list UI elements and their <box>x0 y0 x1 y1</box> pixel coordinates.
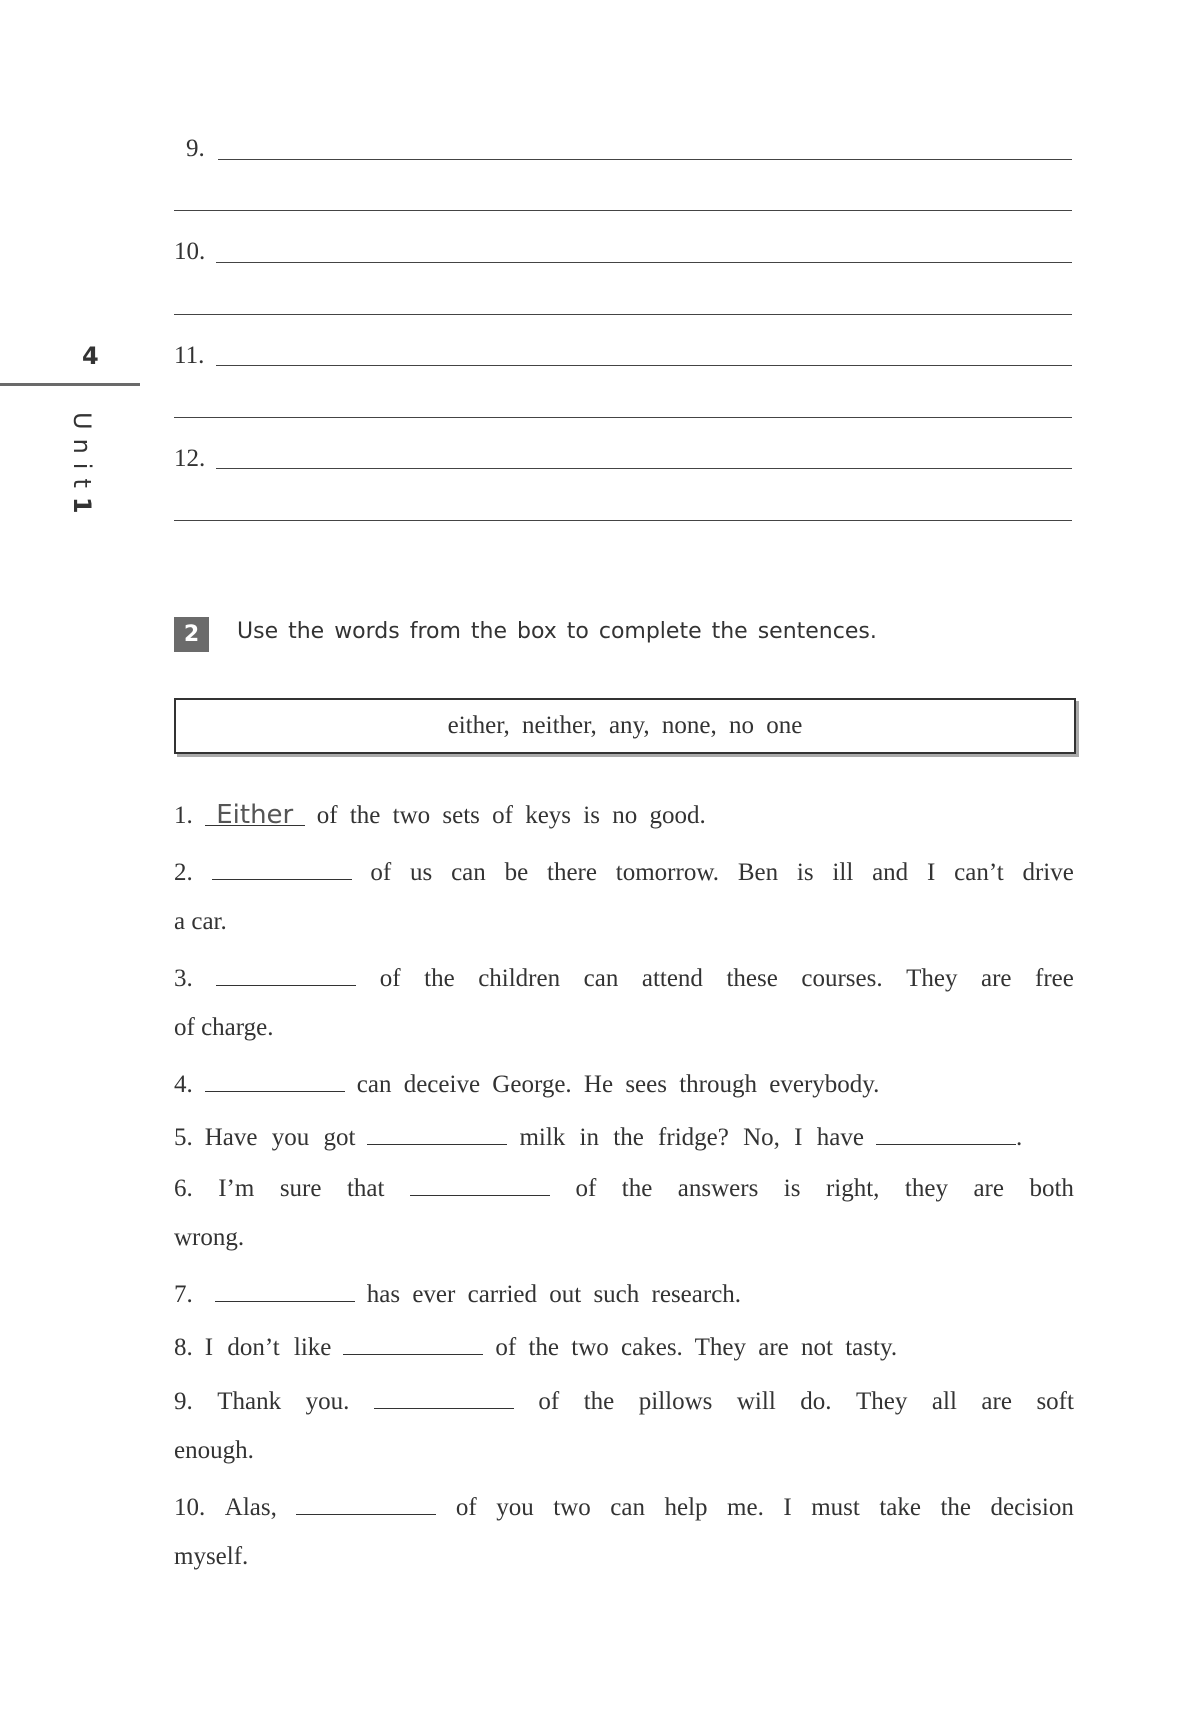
sentence-word: keys <box>525 802 572 829</box>
writing-line[interactable] <box>174 314 1072 315</box>
sentence-word: not <box>801 1334 833 1361</box>
sentence-word: all <box>931 1388 957 1415</box>
sentence-word: can <box>451 859 486 886</box>
sentence-word: Alas, <box>224 1494 277 1521</box>
sentence-word: They <box>906 965 958 992</box>
sentence-word: sets <box>442 802 480 829</box>
sentence-4 <box>174 1063 1074 1099</box>
sentence-number: 9. <box>174 1388 193 1415</box>
handwritten-answer: Either <box>216 800 294 830</box>
sentence-word: and <box>872 859 909 886</box>
sentence-word: attend <box>641 965 703 992</box>
sentence-text <box>495 1330 897 1366</box>
sentence-text <box>357 1067 880 1103</box>
sentence-word: can <box>356 1071 392 1098</box>
sentence-9 <box>174 1380 1074 1416</box>
sentence-word: free <box>1035 965 1074 992</box>
writing-line[interactable] <box>216 365 1072 366</box>
sentence-word: have <box>816 1124 864 1151</box>
writing-line[interactable] <box>218 159 1072 160</box>
sentence-word: of <box>316 802 338 829</box>
sentence-word: do. <box>800 1388 832 1415</box>
sentence-word: you. <box>305 1388 350 1415</box>
sentence-word: sees <box>625 1071 667 1098</box>
unit-number: 1 <box>68 496 96 523</box>
answer-blank[interactable] <box>343 1326 483 1355</box>
sentence-word: you <box>271 1124 310 1151</box>
sentence-word: I <box>927 859 936 886</box>
sentence-word: answers <box>677 1175 759 1202</box>
sentence-number: 10. <box>174 1494 206 1521</box>
sentence-word: Have <box>204 1124 258 1151</box>
sentence-3 <box>174 957 1074 993</box>
writing-line-number: 9. <box>186 135 205 162</box>
unit-word: Unit <box>68 412 96 497</box>
writing-line[interactable] <box>216 468 1072 469</box>
sentence-word: two <box>571 1334 609 1361</box>
sentence-word: are <box>973 1175 1004 1202</box>
sentence-word: of <box>492 802 513 829</box>
sentence-word: milk <box>519 1124 566 1151</box>
answer-blank[interactable] <box>205 1063 345 1092</box>
answer-blank[interactable] <box>205 797 305 830</box>
sentence-word: is <box>796 859 814 886</box>
sentence-continuation: enough. <box>174 1437 254 1464</box>
sentence-word: no <box>612 802 638 829</box>
sentence-6 <box>174 1167 1074 1203</box>
sentence-word: us <box>410 859 433 886</box>
sentence-word: the <box>583 1388 615 1415</box>
sentence-word: sure <box>279 1175 322 1202</box>
sentence-word: can <box>583 965 619 992</box>
sentence-word: the <box>349 802 381 829</box>
writing-line-number: 10. <box>174 238 206 265</box>
sentence-word: can’t <box>954 859 1004 886</box>
sentence-word: the <box>940 1494 972 1521</box>
sentence-2 <box>174 851 1074 887</box>
sentence-word: ever <box>412 1281 456 1308</box>
sentence-word: drive <box>1022 859 1074 886</box>
sentence-word: tomorrow. <box>615 859 720 886</box>
sentence-number: 1. <box>174 802 193 829</box>
sentence-word: right, <box>825 1175 880 1202</box>
sentence-8 <box>174 1326 1074 1362</box>
answer-blank[interactable] <box>296 1486 436 1515</box>
sentence-text <box>367 1277 741 1313</box>
sentence-number: 7. <box>174 1281 193 1308</box>
sentence-word: I <box>204 1334 214 1361</box>
sentence-word: me. <box>727 1494 764 1521</box>
writing-line[interactable] <box>174 520 1072 521</box>
sentence-10 <box>174 1486 1074 1522</box>
sentence-word: good. <box>649 802 706 829</box>
sentence-word: I <box>794 1124 803 1151</box>
sentence-word: ill <box>832 859 854 886</box>
sentence-word: both <box>1029 1175 1074 1202</box>
sentence-word: I’m <box>218 1175 255 1202</box>
sentence-word: are <box>981 1388 1012 1415</box>
writing-line[interactable] <box>174 210 1072 211</box>
sentence-word: the <box>424 965 455 992</box>
sentence-word: has <box>366 1281 401 1308</box>
writing-line-number: 12. <box>174 445 206 472</box>
sentence-word: the <box>621 1175 653 1202</box>
sentence-word: soft <box>1036 1388 1074 1415</box>
sentence-word: the <box>528 1334 560 1361</box>
sentence-word: are <box>980 965 1012 992</box>
sentence-word: must <box>811 1494 860 1521</box>
page-number: 4 <box>82 342 99 370</box>
sentence-word: help <box>664 1494 708 1521</box>
sentence-word: in <box>579 1124 599 1151</box>
writing-line[interactable] <box>216 262 1072 263</box>
sentence-word: courses. <box>801 965 883 992</box>
sentence-word: will <box>736 1388 776 1415</box>
sentence-word: cakes. <box>621 1334 683 1361</box>
sentence-word: fridge? <box>658 1124 729 1151</box>
sentence-word: such <box>593 1281 640 1308</box>
sentence-word: of <box>538 1388 560 1415</box>
sentence-end: . <box>1015 1124 1023 1151</box>
sentence-word: they <box>904 1175 948 1202</box>
sentence-word: don’t <box>227 1334 280 1361</box>
sentence-word: They <box>694 1334 746 1361</box>
sentence-word: you <box>496 1494 534 1521</box>
sentence-word: be <box>504 859 529 886</box>
sentence-word: two <box>392 802 431 829</box>
sentence-5 <box>174 1116 1074 1152</box>
unit-label <box>68 412 96 523</box>
sentence-word: deceive <box>403 1071 481 1098</box>
sentence-text <box>205 1330 332 1366</box>
sentence-continuation: a car. <box>174 908 227 935</box>
sentence-7 <box>174 1273 1074 1309</box>
sentence-word: I <box>783 1494 792 1521</box>
writing-line-number: 11. <box>174 342 205 369</box>
sentence-word: of <box>495 1334 517 1361</box>
sentence-word: are <box>758 1334 789 1361</box>
sentence-number: 8. <box>174 1334 193 1361</box>
sentence-word: is <box>783 1175 801 1202</box>
sentence-word: children <box>478 965 561 992</box>
margin-divider <box>0 383 140 386</box>
sentence-word: George. <box>492 1071 572 1098</box>
sentence-word: there <box>547 859 597 886</box>
answer-blank[interactable] <box>212 851 352 880</box>
sentence-word: is <box>583 802 600 829</box>
sentence-word: carried <box>467 1281 537 1308</box>
sentence-word: Ben <box>737 859 779 886</box>
sentence-word: that <box>346 1175 385 1202</box>
sentence-word: research. <box>651 1281 742 1308</box>
sentence-continuation: myself. <box>174 1543 249 1570</box>
task-instruction: Use the words from the box to complete the sentences. <box>237 619 877 644</box>
sentence-word: of <box>455 1494 477 1521</box>
word-box: either, neither, any, none, no one <box>174 698 1076 754</box>
sentence-word: of <box>575 1175 597 1202</box>
task-number-badge: 2 <box>174 617 209 652</box>
sentence-word: pillows <box>638 1388 713 1415</box>
sentence-word: of <box>379 965 401 992</box>
sentence-word: decision <box>990 1494 1074 1521</box>
sentence-continuation: of charge. <box>174 1014 274 1041</box>
sentence-word: Thank <box>217 1388 282 1415</box>
sentence-word: like <box>293 1334 332 1361</box>
answer-blank[interactable] <box>367 1116 507 1145</box>
sentence-number: 6. <box>174 1175 193 1202</box>
answer-blank[interactable] <box>374 1380 514 1409</box>
sentence-text <box>519 1120 863 1156</box>
sentence-word: out <box>549 1281 582 1308</box>
sentence-word: No, <box>743 1124 780 1151</box>
sentence-word: through <box>679 1071 758 1098</box>
sentence-number: 4. <box>174 1071 193 1098</box>
answer-blank[interactable] <box>216 957 356 986</box>
sentence-word: two <box>553 1494 591 1521</box>
sentence-word: these <box>726 965 778 992</box>
sentence-word: They <box>856 1388 908 1415</box>
writing-line[interactable] <box>174 417 1072 418</box>
answer-blank[interactable] <box>410 1167 550 1196</box>
sentence-word: take <box>879 1494 921 1521</box>
sentence-text <box>205 1120 356 1156</box>
sentence-text <box>317 798 706 834</box>
sentence-word: got <box>323 1124 356 1151</box>
sentence-number: 5. <box>174 1124 193 1151</box>
sentence-word: everybody. <box>769 1071 880 1098</box>
sentence-continuation: wrong. <box>174 1224 245 1251</box>
answer-blank[interactable] <box>215 1273 355 1302</box>
sentence-word: tasty. <box>845 1334 898 1361</box>
sentence-word: He <box>583 1071 614 1098</box>
sentence-number: 3. <box>174 965 193 992</box>
answer-blank[interactable] <box>876 1116 1016 1145</box>
sentence-word: can <box>610 1494 645 1521</box>
sentence-word: the <box>613 1124 644 1151</box>
sentence-word: of <box>370 859 392 886</box>
sentence-number: 2. <box>174 859 193 886</box>
sentence-1 <box>174 797 1074 833</box>
